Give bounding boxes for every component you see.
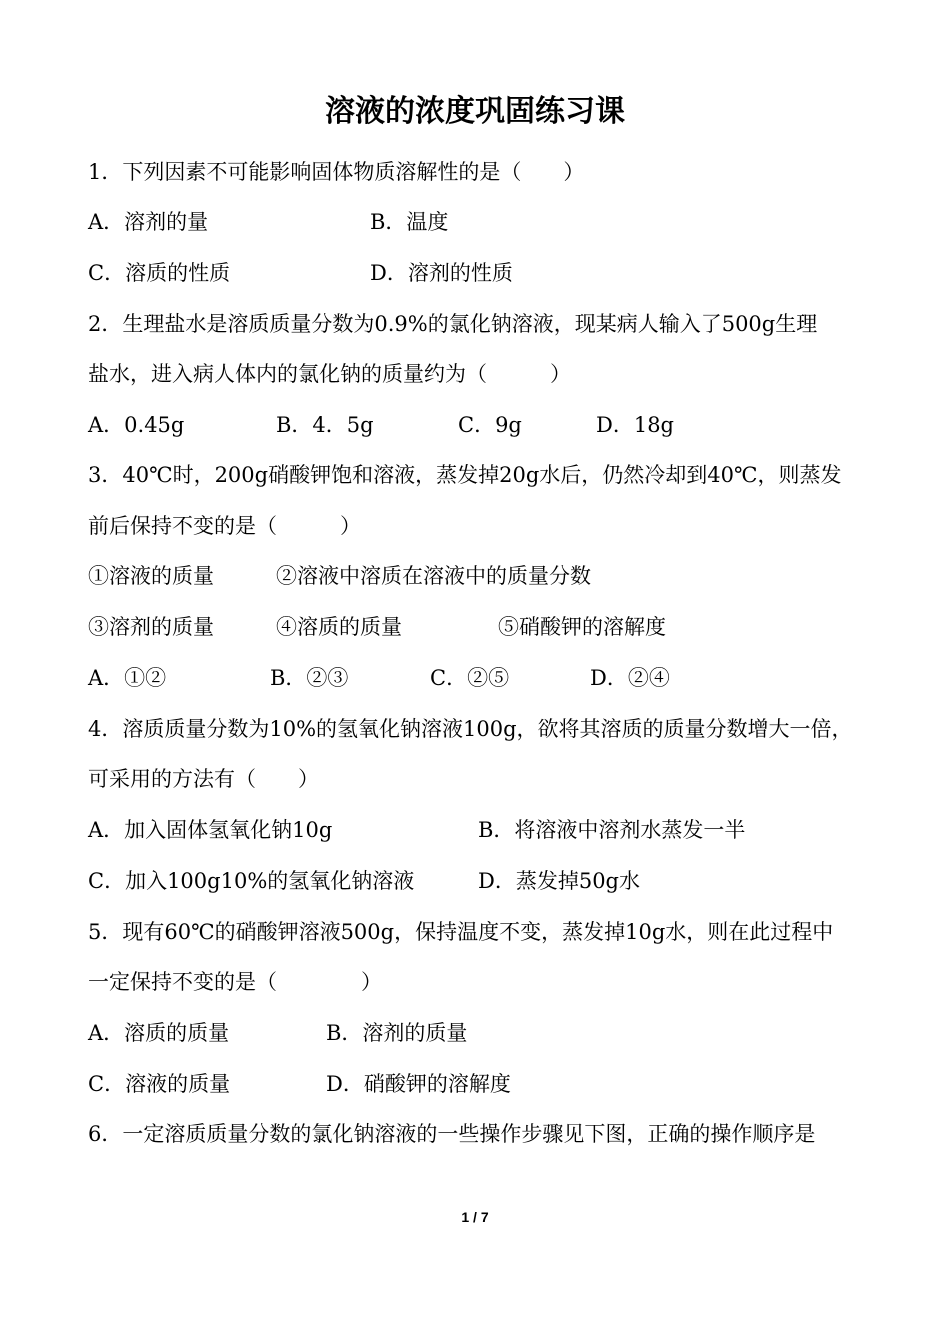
page-number: 1 / 7: [461, 1209, 489, 1225]
question-5-option-d: D．硝酸钾的溶解度: [326, 1072, 511, 1096]
question-1-option-a: A．溶剂的量: [88, 210, 209, 234]
question-3-item-4: ④溶质的质量: [276, 615, 402, 639]
question-3-item-3: ③溶剂的质量: [88, 615, 214, 639]
question-3-item-5: ⑤硝酸钾的溶解度: [498, 615, 666, 639]
question-3-option-c: C．②⑤: [430, 666, 510, 690]
question-5-option-c: C．溶液的质量: [88, 1072, 231, 1096]
question-5-option-a: A．溶质的质量: [88, 1021, 230, 1045]
question-4-stem-line-2: 可采用的方法有（ ）: [88, 767, 319, 791]
question-3-option-b: B．②③: [270, 666, 349, 690]
question-1-option-c: C．溶质的性质: [88, 261, 231, 285]
question-1-option-b: B．温度: [370, 210, 449, 234]
question-3-option-a: A．①②: [88, 666, 167, 690]
question-4-option-a: A．加入固体氢氧化钠10g: [88, 818, 333, 842]
question-2-option-b: B．4．5g: [276, 413, 374, 437]
question-5-stem-line-1: 5．现有60℃的硝酸钾溶液500g，保持温度不变，蒸发掉10g水，则在此过程中: [88, 920, 834, 944]
document-title: 溶液的浓度巩固练习课: [325, 94, 625, 129]
question-3-stem-line-1: 3．40℃时，200g硝酸钾饱和溶液，蒸发掉20g水后，仍然冷却到40℃，则蒸发: [88, 463, 842, 487]
question-4-option-b: B．将溶液中溶剂水蒸发一半: [478, 818, 746, 842]
question-4-option-c: C．加入100g10%的氢氧化钠溶液: [88, 869, 415, 893]
question-3-item-2: ②溶液中溶质在溶液中的质量分数: [276, 564, 591, 588]
question-3-stem-line-2: 前后保持不变的是（ ）: [88, 514, 361, 538]
question-2-stem-line-2: 盐水，进入病人体内的氯化钠的质量约为（ ）: [88, 362, 571, 386]
question-1-option-d: D．溶剂的性质: [370, 261, 513, 285]
question-2-stem-line-1: 2．生理盐水是溶质质量分数为0.9%的氯化钠溶液，现某病人输入了500g生理: [88, 312, 818, 336]
question-4-option-d: D．蒸发掉50g水: [478, 869, 641, 893]
question-6-stem: 6．一定溶质质量分数的氯化钠溶液的一些操作步骤见下图，正确的操作顺序是: [88, 1122, 816, 1146]
question-5-option-b: B．溶剂的质量: [326, 1021, 468, 1045]
question-4-stem-line-1: 4．溶质质量分数为10%的氢氧化钠溶液100g，欲将其溶质的质量分数增大一倍，: [88, 717, 853, 741]
question-1-stem: 1．下列因素不可能影响固体物质溶解性的是（ ）: [88, 160, 585, 184]
question-3-option-d: D．②④: [590, 666, 670, 690]
question-5-stem-line-2: 一定保持不变的是（ ）: [88, 970, 382, 994]
question-2-option-a: A．0.45g: [88, 413, 185, 437]
question-2-option-d: D．18g: [596, 413, 675, 437]
question-3-item-1: ①溶液的质量: [88, 564, 214, 588]
question-2-option-c: C．9g: [458, 413, 522, 437]
